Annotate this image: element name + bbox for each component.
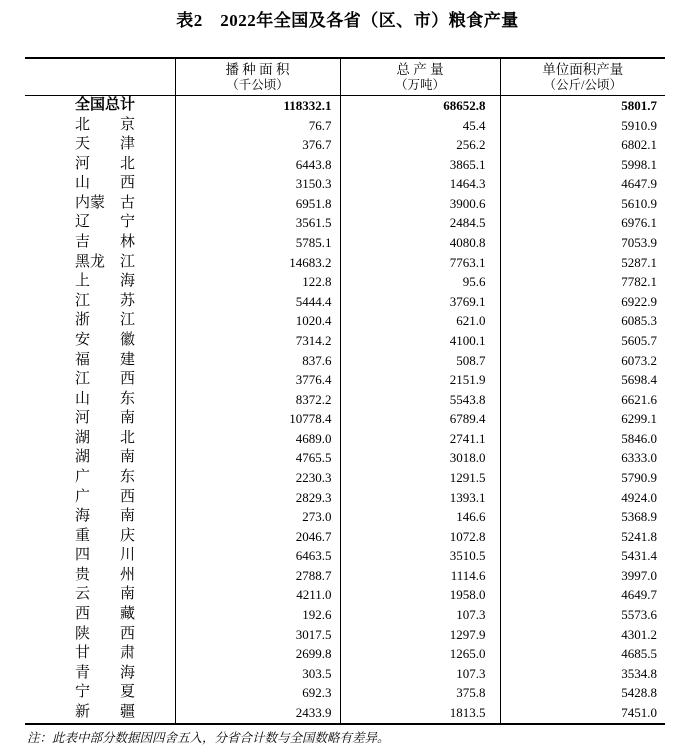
region-name-cell: 重 庆 <box>75 527 136 544</box>
table-row <box>25 155 665 175</box>
output-cell: 4100.1 <box>340 331 500 351</box>
output-cell: 3769.1 <box>340 292 500 312</box>
table-row <box>25 644 665 664</box>
yield-cell: 5610.9 <box>500 194 665 214</box>
output-cell: 68652.8 <box>340 96 500 116</box>
column-header-total-output-title: 总 产 量 <box>396 61 444 77</box>
sown-area-cell: 4689.0 <box>175 429 340 449</box>
region-name-cell: 河 南 <box>75 410 136 427</box>
table-row <box>25 625 665 645</box>
yield-cell: 5368.9 <box>500 507 665 527</box>
region-name-cell: 吉 林 <box>75 234 136 251</box>
table-row <box>25 370 665 390</box>
note: 注：此表中部分数据因四舍五入，分省合计数与全国数略有差异。 <box>27 730 390 745</box>
sown-area-cell: 8372.2 <box>175 390 340 410</box>
sown-area-cell: 376.7 <box>175 135 340 155</box>
sown-area-cell: 5785.1 <box>175 233 340 253</box>
yield-cell: 5287.1 <box>500 253 665 273</box>
sown-area-cell: 10778.4 <box>175 409 340 429</box>
output-cell: 107.3 <box>340 605 500 625</box>
output-cell: 1297.9 <box>340 625 500 645</box>
region-name-cell: 上 海 <box>75 273 136 290</box>
region-name-cell: 全国总计 <box>75 97 136 113</box>
yield-cell: 4685.5 <box>500 644 665 664</box>
region-name-cell: 安 徽 <box>75 331 136 348</box>
yield-cell: 6621.6 <box>500 390 665 410</box>
output-cell: 3900.6 <box>340 194 500 214</box>
output-cell: 2484.5 <box>340 213 500 233</box>
sown-area-cell: 76.7 <box>175 116 340 136</box>
output-cell: 95.6 <box>340 272 500 292</box>
column-header-unit-yield-title: 单位面积产量 <box>542 61 624 77</box>
region-name-cell: 陕 西 <box>75 625 136 642</box>
output-cell: 3018.0 <box>340 448 500 468</box>
region-name-cell: 山 东 <box>75 390 136 407</box>
region-name-cell: 辽 宁 <box>75 214 136 231</box>
table-body <box>25 96 665 724</box>
region-name-cell: 四 川 <box>75 547 136 564</box>
table-row <box>25 390 665 410</box>
sown-area-cell: 118332.1 <box>175 96 340 116</box>
region-name-cell: 浙 江 <box>75 312 136 329</box>
region-name-cell: 贵 州 <box>75 566 136 583</box>
table-row <box>25 292 665 312</box>
region-name-cell: 湖 北 <box>75 429 136 446</box>
sown-area-cell: 14683.2 <box>175 253 340 273</box>
table-row <box>25 683 665 703</box>
sown-area-cell: 2433.9 <box>175 703 340 724</box>
yield-cell: 5998.1 <box>500 155 665 175</box>
region-name-cell: 天 津 <box>75 136 136 153</box>
yield-cell: 3534.8 <box>500 664 665 684</box>
yield-cell: 6073.2 <box>500 351 665 371</box>
output-cell: 1393.1 <box>340 488 500 508</box>
table-row <box>25 527 665 547</box>
table-row <box>25 233 665 253</box>
yield-cell: 5428.8 <box>500 683 665 703</box>
output-cell: 1958.0 <box>340 585 500 605</box>
output-cell: 1813.5 <box>340 703 500 724</box>
output-cell: 375.8 <box>340 683 500 703</box>
page-title: 表2 2022年全国及各省（区、市）粮食产量 <box>176 11 519 30</box>
table-row <box>25 585 665 605</box>
sown-area-cell: 1020.4 <box>175 311 340 331</box>
column-header-total-output <box>340 58 500 96</box>
table-row <box>25 135 665 155</box>
table-row <box>25 664 665 684</box>
table-row <box>25 351 665 371</box>
grain-production-table <box>25 57 665 725</box>
yield-cell: 7782.1 <box>500 272 665 292</box>
table-row <box>25 213 665 233</box>
output-cell: 3510.5 <box>340 546 500 566</box>
sown-area-cell: 6463.5 <box>175 546 340 566</box>
yield-cell: 5790.9 <box>500 468 665 488</box>
region-column-header <box>25 58 175 96</box>
table-row <box>25 409 665 429</box>
output-cell: 6789.4 <box>340 409 500 429</box>
region-name-cell: 广 西 <box>75 488 136 505</box>
output-cell: 256.2 <box>340 135 500 155</box>
yield-cell: 5910.9 <box>500 116 665 136</box>
yield-cell: 4647.9 <box>500 174 665 194</box>
table-row <box>25 272 665 292</box>
output-cell: 5543.8 <box>340 390 500 410</box>
column-header-unit-yield <box>500 58 665 96</box>
yield-cell: 5801.7 <box>500 96 665 116</box>
region-name-cell: 宁 夏 <box>75 684 136 701</box>
output-cell: 2741.1 <box>340 429 500 449</box>
table-row <box>25 331 665 351</box>
column-header-sown-area-title: 播 种 面 积 <box>225 61 290 77</box>
sown-area-cell: 7314.2 <box>175 331 340 351</box>
yield-cell: 3997.0 <box>500 566 665 586</box>
yield-cell: 5431.4 <box>500 546 665 566</box>
region-name-cell: 江 苏 <box>75 292 136 309</box>
table-row <box>25 116 665 136</box>
sown-area-cell: 6443.8 <box>175 155 340 175</box>
yield-cell: 5573.6 <box>500 605 665 625</box>
header-row <box>25 58 665 96</box>
sown-area-cell: 303.5 <box>175 664 340 684</box>
sown-area-cell: 692.3 <box>175 683 340 703</box>
region-name-cell: 河 北 <box>75 155 136 172</box>
column-header-unit-yield-unit: （公斤/公顷） <box>543 77 622 92</box>
yield-cell: 6802.1 <box>500 135 665 155</box>
region-name-cell: 湖 南 <box>75 449 136 466</box>
table-row <box>25 566 665 586</box>
sown-area-cell: 3150.3 <box>175 174 340 194</box>
sown-area-cell: 192.6 <box>175 605 340 625</box>
sown-area-cell: 4765.5 <box>175 448 340 468</box>
region-name-cell: 山 西 <box>75 175 136 192</box>
sown-area-cell: 2046.7 <box>175 527 340 547</box>
sown-area-cell: 3017.5 <box>175 625 340 645</box>
table-row <box>25 468 665 488</box>
output-cell: 1114.6 <box>340 566 500 586</box>
table-row <box>25 429 665 449</box>
yield-cell: 5241.8 <box>500 527 665 547</box>
table-row <box>25 488 665 508</box>
region-name-cell: 江 西 <box>75 371 136 388</box>
region-name-cell: 西 藏 <box>75 606 136 623</box>
region-name-cell: 海 南 <box>75 508 136 525</box>
table-row <box>25 507 665 527</box>
table-row <box>25 311 665 331</box>
sown-area-cell: 5444.4 <box>175 292 340 312</box>
yield-cell: 5846.0 <box>500 429 665 449</box>
yield-cell: 6085.3 <box>500 311 665 331</box>
yield-cell: 6922.9 <box>500 292 665 312</box>
output-cell: 1464.3 <box>340 174 500 194</box>
table-row <box>25 174 665 194</box>
table-row <box>25 448 665 468</box>
region-name-cell: 黑龙 江 <box>75 253 136 270</box>
sown-area-cell: 6951.8 <box>175 194 340 214</box>
region-name-cell: 广 东 <box>75 468 136 485</box>
table-row <box>25 546 665 566</box>
sown-area-cell: 2788.7 <box>175 566 340 586</box>
region-name-cell: 新 疆 <box>75 703 136 720</box>
output-cell: 107.3 <box>340 664 500 684</box>
column-header-sown-area-unit: （千公顷） <box>226 77 289 92</box>
column-header-total-output-unit: （万吨） <box>394 77 445 92</box>
output-cell: 3865.1 <box>340 155 500 175</box>
sown-area-cell: 2699.8 <box>175 644 340 664</box>
output-cell: 7763.1 <box>340 253 500 273</box>
yield-cell: 5698.4 <box>500 370 665 390</box>
table-row <box>25 194 665 214</box>
sown-area-cell: 4211.0 <box>175 585 340 605</box>
yield-cell: 4301.2 <box>500 625 665 645</box>
sown-area-cell: 122.8 <box>175 272 340 292</box>
yield-cell: 7451.0 <box>500 703 665 724</box>
output-cell: 146.6 <box>340 507 500 527</box>
region-name-cell: 内蒙 古 <box>75 194 136 211</box>
yield-cell: 6976.1 <box>500 213 665 233</box>
sown-area-cell: 837.6 <box>175 351 340 371</box>
sown-area-cell: 3776.4 <box>175 370 340 390</box>
region-name-cell: 北 京 <box>75 116 136 133</box>
table-row <box>25 703 665 724</box>
sown-area-cell: 3561.5 <box>175 213 340 233</box>
total-row <box>25 96 665 116</box>
yield-cell: 5605.7 <box>500 331 665 351</box>
region-name-cell: 云 南 <box>75 586 136 603</box>
output-cell: 1265.0 <box>340 644 500 664</box>
output-cell: 1072.8 <box>340 527 500 547</box>
sown-area-cell: 2230.3 <box>175 468 340 488</box>
column-header-sown-area <box>175 58 340 96</box>
yield-cell: 6333.0 <box>500 448 665 468</box>
region-name-cell: 福 建 <box>75 351 136 368</box>
region-name-cell: 甘 肃 <box>75 645 136 662</box>
yield-cell: 7053.9 <box>500 233 665 253</box>
table-row <box>25 605 665 625</box>
output-cell: 4080.8 <box>340 233 500 253</box>
output-cell: 45.4 <box>340 116 500 136</box>
yield-cell: 4649.7 <box>500 585 665 605</box>
output-cell: 621.0 <box>340 311 500 331</box>
region-name-cell: 青 海 <box>75 664 136 681</box>
sown-area-cell: 2829.3 <box>175 488 340 508</box>
yield-cell: 6299.1 <box>500 409 665 429</box>
output-cell: 1291.5 <box>340 468 500 488</box>
table-row <box>25 253 665 273</box>
output-cell: 508.7 <box>340 351 500 371</box>
output-cell: 2151.9 <box>340 370 500 390</box>
yield-cell: 4924.0 <box>500 488 665 508</box>
sown-area-cell: 273.0 <box>175 507 340 527</box>
